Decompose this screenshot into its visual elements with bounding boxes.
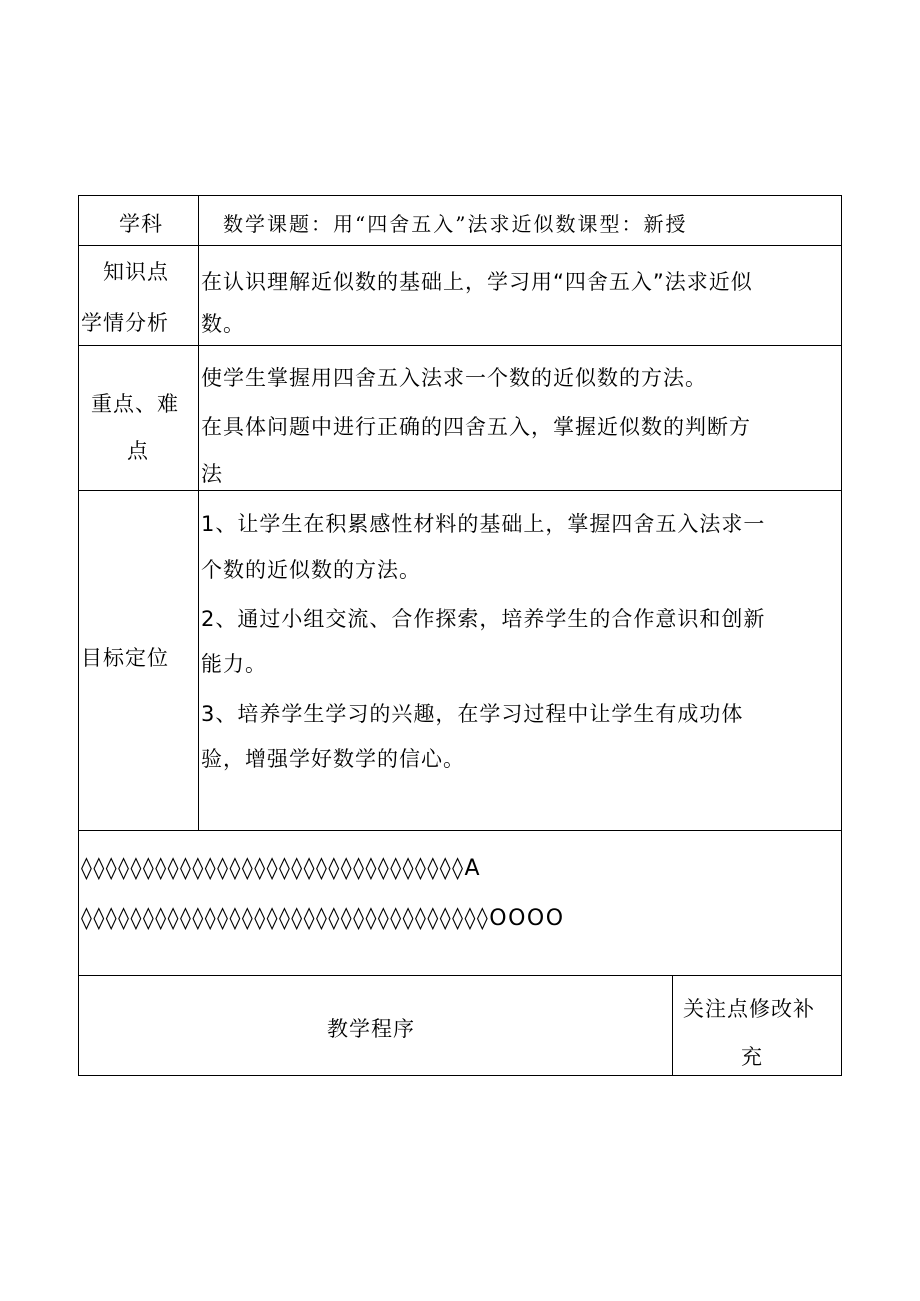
knowledge-content-line2: 数。 xyxy=(201,312,245,336)
key-points-label-cell xyxy=(79,346,199,490)
knowledge-content-line1: 在认识理解近似数的基础上，学习用“四舍五入”法求近似 xyxy=(201,270,753,294)
subject-label-cell xyxy=(79,196,199,245)
notes-label-line1: 关注点修改补 xyxy=(683,997,815,1021)
goals-line6: 验，增强学好数学的信心。 xyxy=(201,747,465,771)
knowledge-label-cell xyxy=(79,246,199,345)
procedure-row xyxy=(79,976,841,1075)
lesson-title: 数学课题：用“四舍五入”法求近似数课型：新授 xyxy=(223,212,688,236)
key-points-line2: 在具体问题中进行正确的四舍五入，掌握近似数的判断方 xyxy=(201,415,751,439)
knowledge-row xyxy=(79,246,841,346)
key-points-content-cell xyxy=(199,346,841,490)
key-points-line3: 法 xyxy=(201,462,223,486)
goals-row xyxy=(79,491,841,831)
goals-line1: 1、让学生在积累感性材料的基础上，掌握四舍五入法求一 xyxy=(201,512,766,536)
procedure-cell xyxy=(79,976,673,1075)
goals-line3: 2、通过小组交流、合作探索，培养学生的合作意识和创新 xyxy=(201,607,766,631)
garbled-row xyxy=(79,831,841,976)
key-points-row xyxy=(79,346,841,491)
notes-cell xyxy=(673,976,841,1075)
garbled-line2: ◊◊◊◊◊◊◊◊◊◊◊◊◊◊◊◊◊◊◊◊◊◊◊◊◊◊◊◊◊◊◊◊◊OOOO xyxy=(81,906,565,931)
garbled-line1: ◊◊◊◊◊◊◊◊◊◊◊◊◊◊◊◊◊◊◊◊◊◊◊◊◊◊◊◊◊◊◊A xyxy=(81,856,482,881)
header-row xyxy=(79,196,841,246)
goals-label: 目标定位 xyxy=(81,646,169,670)
goals-content-cell xyxy=(199,491,841,830)
knowledge-label-line1: 知识点 xyxy=(103,260,169,284)
key-points-label-line1: 重点、难 xyxy=(91,392,179,416)
goals-line2: 个数的近似数的方法。 xyxy=(201,558,421,582)
goals-line4: 能力。 xyxy=(201,652,267,676)
title-cell xyxy=(199,196,841,245)
goals-label-cell xyxy=(79,491,199,830)
goals-line5: 3、培养学生学习的兴趣，在学习过程中让学生有成功体 xyxy=(201,702,744,726)
knowledge-content-cell xyxy=(199,246,841,345)
key-points-line1: 使学生掌握用四舍五入法求一个数的近似数的方法。 xyxy=(201,366,707,390)
procedure-label: 教学程序 xyxy=(327,1017,415,1041)
lesson-plan-table xyxy=(78,195,842,1076)
knowledge-label-line2: 学情分析 xyxy=(81,311,169,335)
key-points-label-line2: 点 xyxy=(127,439,149,463)
subject-label: 学科 xyxy=(119,212,163,236)
notes-label-line2: 充 xyxy=(741,1045,763,1069)
